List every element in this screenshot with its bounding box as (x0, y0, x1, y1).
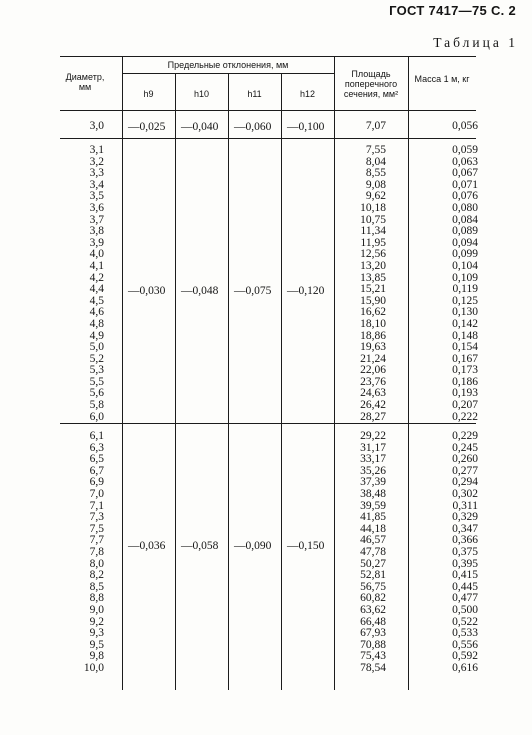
header-h9: h9 (143, 89, 154, 99)
header-diameter: Диаметр, мм (65, 72, 105, 92)
header-area: Площадь поперечного сечения, мм² (343, 69, 399, 99)
mass-cell: 0,071 (452, 178, 478, 191)
mass-column-group-1 (420, 145, 478, 423)
diameter-column-group-2 (58, 431, 104, 674)
area-cell: 67,93 (360, 627, 386, 640)
area-column-group-0 (336, 121, 386, 133)
mass-cell: 0,154 (452, 341, 478, 354)
area-cell: 29,22 (360, 430, 386, 442)
deviation-h10-group-1: —0,048 (181, 285, 219, 297)
area-cell: 15,21 (360, 283, 386, 296)
mass-cell: 0,084 (452, 213, 478, 226)
header-deviations: Предельные отклонения, мм (167, 60, 289, 70)
diameter-cell: 7,1 (89, 499, 104, 512)
diameter-cell: 9,5 (89, 638, 104, 651)
mass-cell: 0,533 (452, 627, 478, 640)
diameter-cell: 8,2 (89, 569, 104, 582)
diameter-cell: 9,0 (89, 603, 104, 616)
area-cell: 60,82 (360, 592, 386, 605)
diameter-cell: 5,3 (89, 364, 104, 377)
diameter-cell: 5,6 (89, 387, 104, 400)
mass-cell: 0,099 (452, 248, 478, 261)
deviation-h12-group-2: —0,150 (287, 540, 325, 552)
diameter-cell: 4,8 (89, 317, 104, 330)
mass-cell: 0,076 (452, 190, 478, 203)
area-cell: 35,26 (360, 464, 386, 477)
diameter-cell: 9,2 (89, 615, 104, 628)
mass-cell: 0,109 (452, 271, 478, 284)
diameter-cell: 7,5 (89, 522, 104, 535)
mass-cell: 0,311 (452, 499, 478, 512)
diameter-cell: 3,4 (89, 178, 104, 191)
area-cell: 9,62 (365, 190, 386, 203)
diameter-cell: 6,0 (89, 410, 104, 423)
mass-cell: 0,500 (452, 603, 478, 616)
diameter-cell: 5,8 (89, 399, 104, 412)
area-cell: 70,88 (360, 638, 386, 651)
mass-cell: 0,347 (452, 522, 478, 535)
diameter-cell: 4,6 (89, 306, 104, 319)
diameter-cell: 5,2 (89, 352, 104, 365)
diameter-cell: 9,8 (89, 650, 104, 663)
area-column-group-2 (336, 431, 386, 674)
mass-cell: 0,089 (452, 225, 478, 238)
area-cell: 47,78 (360, 545, 386, 558)
deviation-h11-group-1: —0,075 (234, 285, 272, 297)
col-rule-6 (408, 56, 409, 690)
mass-cell: 0,067 (452, 167, 478, 180)
diameter-cell: 3,6 (89, 201, 104, 214)
mass-cell: 0,094 (452, 236, 478, 249)
diameter-cell: 6,3 (89, 441, 104, 454)
mass-cell: 0,186 (452, 375, 478, 388)
diameter-cell: 5,5 (89, 375, 104, 388)
area-cell: 12,56 (360, 248, 386, 261)
diameter-cell: 9,3 (89, 627, 104, 640)
area-cell: 56,75 (360, 580, 386, 593)
diameter-cell: 3,0 (89, 120, 104, 132)
mass-cell: 0,173 (452, 364, 478, 377)
area-cell: 50,27 (360, 557, 386, 570)
diameter-column-group-1 (58, 145, 104, 423)
diameter-cell: 3,8 (89, 225, 104, 238)
area-cell: 8,55 (365, 167, 386, 180)
area-cell: 37,39 (360, 476, 386, 489)
header-h11: h11 (247, 89, 262, 99)
diameter-column-group-0 (58, 121, 104, 133)
area-cell: 7,55 (365, 144, 386, 156)
diameter-cell: 6,1 (89, 430, 104, 442)
diameter-cell: 7,0 (89, 487, 104, 500)
col-rule-4 (281, 73, 282, 690)
mass-cell: 0,592 (452, 650, 478, 663)
mass-column-group-2 (420, 431, 478, 674)
area-cell: 24,63 (360, 387, 386, 400)
deviation-h10-group-2: —0,058 (181, 540, 219, 552)
diameter-cell: 10,0 (83, 661, 104, 674)
deviation-h9-group-2: —0,036 (128, 540, 166, 552)
header-mass: Масса 1 м, кг (414, 74, 470, 84)
col-rule-3 (228, 73, 229, 690)
area-cell: 63,62 (360, 603, 386, 616)
mass-cell: 0,302 (452, 487, 478, 500)
diameter-cell: 4,1 (89, 259, 104, 272)
diameter-cell: 6,9 (89, 476, 104, 489)
diameter-cell: 7,7 (89, 534, 104, 547)
mass-cell: 0,130 (452, 306, 478, 319)
deviation-h10-group-0: —0,040 (181, 121, 219, 133)
mass-cell: 0,445 (452, 580, 478, 593)
area-cell: 7,07 (365, 120, 386, 132)
area-cell: 19,63 (360, 341, 386, 354)
diameter-cell: 4,0 (89, 248, 104, 261)
diameter-cell: 5,0 (89, 341, 104, 354)
diameter-cell: 3,9 (89, 236, 104, 249)
diameter-cell: 3,3 (89, 167, 104, 180)
diameter-cell: 8,8 (89, 592, 104, 605)
running-title: ГОСТ 7417—75 С. 2 (389, 3, 516, 18)
diameter-cell: 4,9 (89, 329, 104, 342)
mass-cell: 0,119 (452, 283, 478, 296)
area-cell: 33,17 (360, 453, 386, 466)
area-cell: 15,90 (360, 294, 386, 307)
mass-cell: 0,260 (452, 453, 478, 466)
mass-cell: 0,329 (452, 511, 478, 524)
area-cell: 44,18 (360, 522, 386, 535)
col-rule-5 (334, 56, 335, 690)
diameter-cell: 8,0 (89, 557, 104, 570)
mass-cell: 0,207 (452, 399, 478, 412)
area-column-group-1 (336, 145, 386, 423)
mass-cell: 0,104 (452, 259, 478, 272)
mass-cell: 0,375 (452, 545, 478, 558)
area-cell: 9,08 (365, 178, 386, 191)
mass-cell: 0,616 (452, 661, 478, 674)
mass-cell: 0,477 (452, 592, 478, 605)
mass-cell: 0,056 (452, 120, 478, 132)
diameter-cell: 3,7 (89, 213, 104, 226)
diameter-cell: 4,5 (89, 294, 104, 307)
mass-cell: 0,556 (452, 638, 478, 651)
diameter-cell: 8,5 (89, 580, 104, 593)
area-cell: 28,27 (360, 410, 386, 423)
mass-cell: 0,294 (452, 476, 478, 489)
mass-cell: 0,167 (452, 352, 478, 365)
diameter-cell: 7,3 (89, 511, 104, 524)
deviation-h9-group-0: —0,025 (128, 121, 166, 133)
mass-cell: 0,245 (452, 441, 478, 454)
mass-cell: 0,395 (452, 557, 478, 570)
area-cell: 11,34 (360, 225, 386, 238)
header-h10: h10 (193, 89, 210, 99)
deviation-h11-group-0: —0,060 (234, 121, 272, 133)
diameter-cell: 4,2 (89, 271, 104, 284)
table-label: Таблица 1 (433, 35, 518, 50)
diameter-cell: 7,8 (89, 545, 104, 558)
mass-cell: 0,063 (452, 155, 478, 168)
mass-cell: 0,366 (452, 534, 478, 547)
deviation-h11-group-2: —0,090 (234, 540, 272, 552)
area-cell: 75,43 (360, 650, 386, 663)
diameter-cell: 3,5 (89, 190, 104, 203)
area-cell: 78,54 (360, 661, 386, 674)
deviation-h12-group-1: —0,120 (287, 285, 325, 297)
area-cell: 11,95 (360, 236, 386, 249)
area-cell: 52,81 (360, 569, 386, 582)
deviation-h12-group-0: —0,100 (287, 121, 325, 133)
area-cell: 8,04 (365, 155, 386, 168)
area-cell: 31,17 (360, 441, 386, 454)
area-cell: 23,76 (360, 375, 386, 388)
mass-cell: 0,522 (452, 615, 478, 628)
mass-cell: 0,222 (452, 410, 478, 423)
area-cell: 16,62 (360, 306, 386, 319)
diameter-cell: 3,1 (89, 144, 104, 156)
area-cell: 10,18 (360, 201, 386, 214)
area-cell: 22,06 (360, 364, 386, 377)
mass-cell: 0,142 (452, 317, 478, 330)
area-cell: 13,85 (360, 271, 386, 284)
area-cell: 18,86 (360, 329, 386, 342)
mass-cell: 0,415 (452, 569, 478, 582)
mass-cell: 0,080 (452, 201, 478, 214)
diameter-cell: 6,5 (89, 453, 104, 466)
diameter-cell: 3,2 (89, 155, 104, 168)
header-h12: h12 (299, 89, 316, 99)
area-cell: 21,24 (360, 352, 386, 365)
area-cell: 38,48 (360, 487, 386, 500)
mass-cell: 0,193 (452, 387, 478, 400)
diameter-cell: 6,7 (89, 464, 104, 477)
area-cell: 13,20 (360, 259, 386, 272)
mass-cell: 0,148 (452, 329, 478, 342)
diameter-cell: 4,4 (89, 283, 104, 296)
area-cell: 66,48 (360, 615, 386, 628)
mass-cell: 0,229 (452, 430, 478, 442)
deviation-h9-group-1: —0,030 (128, 285, 166, 297)
area-cell: 26,42 (360, 399, 386, 412)
area-cell: 41,85 (360, 511, 386, 524)
col-rule-1 (122, 56, 123, 690)
mass-cell: 0,277 (452, 464, 478, 477)
area-cell: 39,59 (360, 499, 386, 512)
col-rule-2 (175, 73, 176, 690)
area-cell: 46,57 (360, 534, 386, 547)
mass-cell: 0,059 (452, 144, 478, 156)
area-cell: 10,75 (360, 213, 386, 226)
mass-column-group-0 (420, 121, 478, 133)
area-cell: 18,10 (360, 317, 386, 330)
mass-cell: 0,125 (452, 294, 478, 307)
